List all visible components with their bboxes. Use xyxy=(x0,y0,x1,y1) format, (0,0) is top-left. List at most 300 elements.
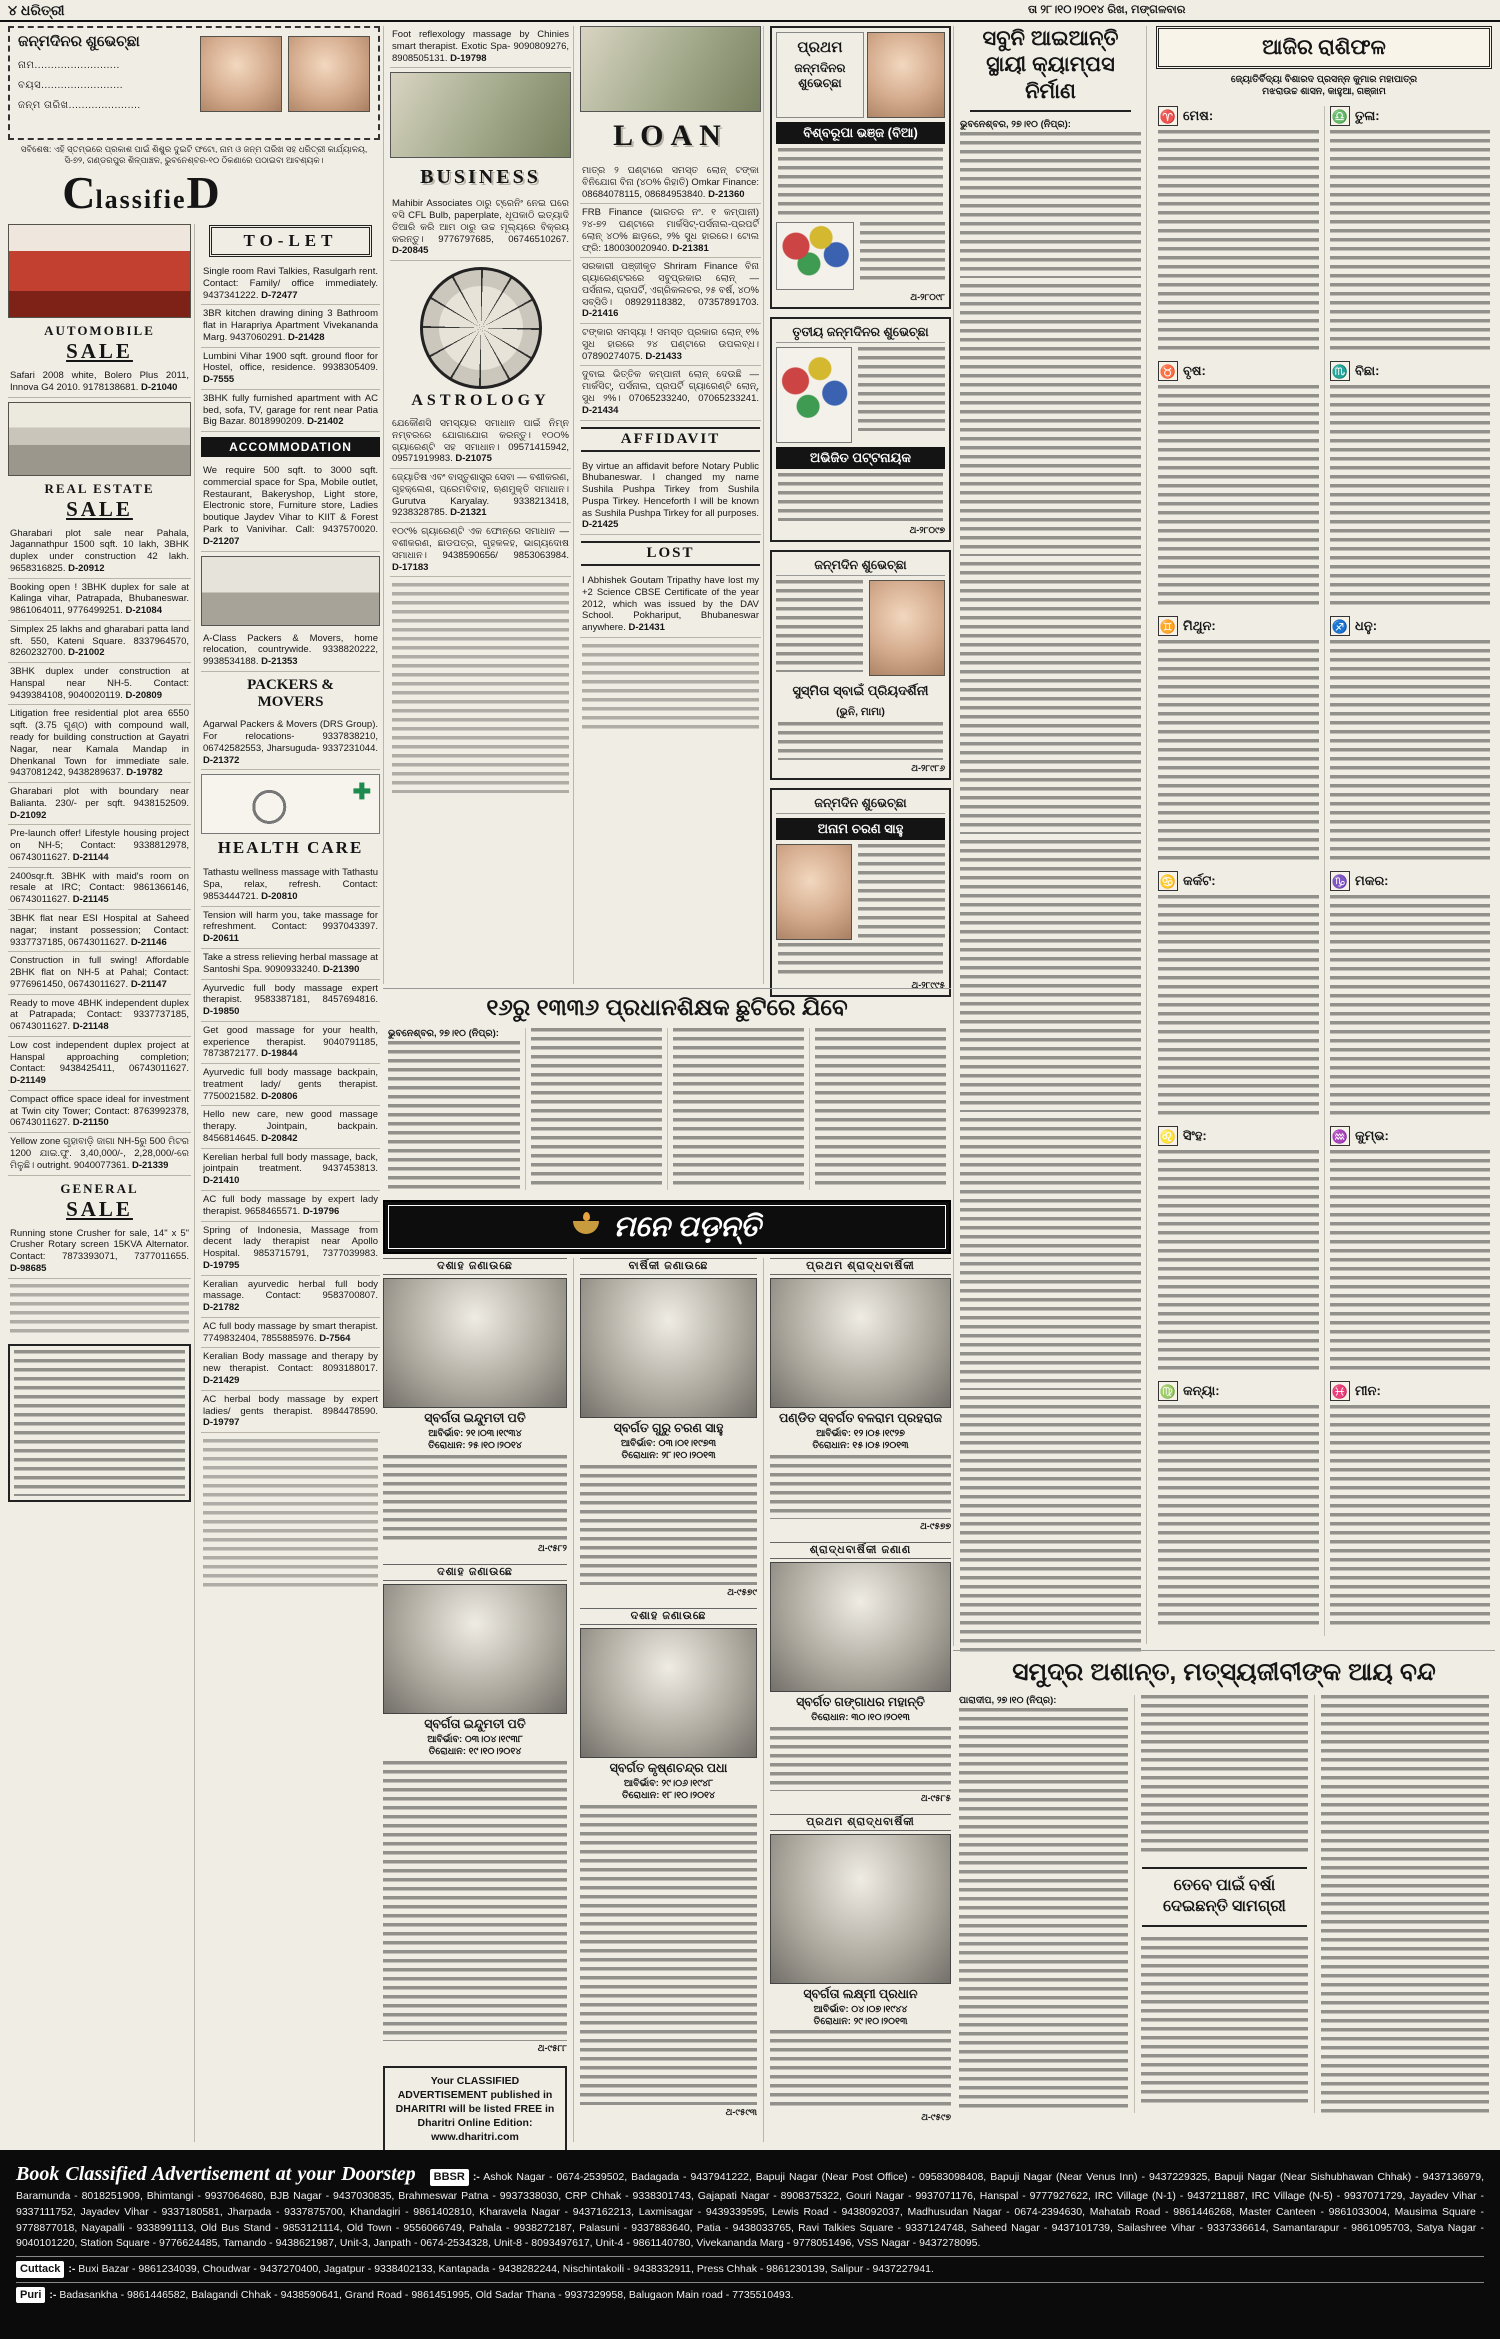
puri-tag: Puri xyxy=(16,2287,45,2304)
horoscope-entry xyxy=(1330,1126,1490,1372)
zodiac-sign-name: ସିଂହ: xyxy=(1183,1127,1207,1143)
obituary-body xyxy=(383,1455,567,1541)
zodiac-sign-name: ବିଛା: xyxy=(1355,362,1380,378)
dob-field: ଜନ୍ମ ତାରିଖ...................... xyxy=(18,100,141,111)
classified-ad: ଦୁବାଇ ଭିତ୍ତିକ କମ୍ପାନୀ ଲୋନ୍ ଦେଉଛି — ମାର୍କସିଟ୍, ପର୍ସନାଲ, ପ୍ରପର୍ଟି ଗ୍ୟାରେଣ୍ଟି ଲୋନ୍, ସୁଧ ୨%। 07065233240, 07065233241. D-21434 xyxy=(580,366,761,420)
deceased-photo xyxy=(383,1278,567,1408)
packers-movers-header: PACKERS & MOVERS xyxy=(247,676,334,711)
obituary-type-label: ପ୍ରଥମ ଶ୍ରାଦ୍ଧବାର୍ଷିକୀ xyxy=(770,1814,951,1831)
classified-ad: Compact office space ideal for investment at Twin city Tower; Contact: 8763992378, 06743011627. D-21150 xyxy=(8,1091,191,1133)
general-sale-header: SALE xyxy=(66,1196,133,1221)
classified-ad: Lumbini Vihar 1900 sqft. ground floor for Hostel, office, residence. 9938305409. D-7555 xyxy=(201,348,380,390)
deceased-photo xyxy=(580,1628,757,1758)
more-ads-text xyxy=(582,644,759,730)
real-estate-ads xyxy=(8,525,191,1176)
obituary-type-label: ଦଶାହ ଜଣାଉଛେ xyxy=(383,1564,567,1581)
classified-ad: 3BHK fully furnished apartment with AC bed, sofa, TV, garage for rent near Patia Big Bazar. 8018990209. D-21402 xyxy=(201,390,380,432)
affidavit-notice: By virtue an affidavit before Notary Public Bhubaneswar. I changed my name Sushila Pushpa Tirkey from Sushila Puspa Tirkey. Henceforth I will be known as Sushila Pushpa Tirkey for all purposes. D-21425 xyxy=(580,458,761,536)
horoscope-entry xyxy=(1330,616,1490,862)
health-care-header: HEALTH CARE xyxy=(217,838,364,858)
child-name: ଅନାମ ଚରଣ ସାହୁ xyxy=(776,818,945,840)
classified-ad: Litigation free residential plot area 6550 sqft. (3.75 ଗୁଣ୍ଠ) with compound wall, ready for building construction at Gayatri Nagar, near Kamala Mandap in Dhenkanal Town for immediate sale. 9437081242, 9438289637. D-19782 xyxy=(8,705,191,783)
ad-code: ଥ-୯୫୮୫ xyxy=(920,1792,951,1803)
horoscope-text xyxy=(1158,130,1319,352)
ad-code: D-20806 xyxy=(261,1090,298,1102)
greeting-type-label: ତୃତୀୟ ଜନ୍ମଦିନର ଶୁଭେଚ୍ଛା xyxy=(776,323,945,343)
horoscope-entry xyxy=(1330,871,1490,1117)
ad-code: D-21147 xyxy=(130,978,167,990)
ad-code: ଥ-୯୫୭୯ xyxy=(727,1586,757,1597)
obituary-entry xyxy=(770,1542,951,1804)
classified-ad: Foot reflexology massage by Chinies smart therapist. Exotic Spa- 9090809276, 8908505131. D-19798 xyxy=(390,26,571,68)
classified-ad: Yellow zone ଗୃହାବାଡ଼ି ଜାଗା NH-5ରୁ 500 ମିଟର 1200 ଯାଇ.ଫୁ. 3,40,000/-, 2,28,000/-ରେ ମିଳୁଛି। outright. 9040077361. D-21339 xyxy=(8,1133,191,1175)
greeting-text xyxy=(858,347,945,431)
deceased-name: ସ୍ବର୍ଗତ ଗୁରୁ ଚରଣ ସାହୁ xyxy=(613,1421,724,1435)
to-let-header: TO-LET xyxy=(209,225,372,257)
sample-child-photo xyxy=(200,36,282,112)
horoscope-text xyxy=(1330,130,1490,352)
sub-headline: ତେବେ ପାଇଁ ବର୍ଷା ଦେଇଛନ୍ତି ସାମଗ୍ରୀ xyxy=(1142,1867,1308,1927)
money-hands-photo xyxy=(390,72,571,158)
obituary-type-label: ପ୍ରଥମ ଶ୍ରାଦ୍ଧବାର୍ଷିକୀ xyxy=(770,1258,951,1275)
doorstep-booking-banner: Book Classified Advertisement at your Doorstep BBSR :- Ashok Nagar - 0674-2539502, Badagada - 9437941222, Bapuji Nagar (Near Post Office) - 09583098408, Bapuji Nagar (Near Venus Inn) - 9437229325, Bapuji Nagar (Near Sishubhawan Chhak) - 9437136979, Baramunda - 8018251909, Bhimtangi - 9937064680, BJB Nagar - 9437030835, Brahmeswar Patna - 9937338030, CRP Chhak - 9338301743, Gajapati Nagar - 8908375322, Gouri Nagar - 9937071176, Hanspal - 9777927622, IRC Village (N-1) - 9437211887, IRC Village (N-5) - 9937071729, Jayadev Vihar - 9337111752, Jayadev Vihar - 9337180581, Jharpada - 9337875700, Khandagiri - 9861402810, Kharavela Nagar - 9437162213, Laxmisagar - 9439339595, Lewis Road - 9438092037, Madhusudan Nagar - 0674-2394630, Mahatab Road - 9861446268, Master Canteen - 9861033004, Mausima Square - 9778877018, Nayapalli - 9338991113, Old Bus Stand - 9853121114, Old Town - 9556066749, Pahala - 9938272187, Palasuni - 9337883640, Patia - 9438033765, Ravi Talkies Square - 9337124748, Saheed Nagar - 9437101739, Sailashree Vihar - 9337336614, Samantarapur - 9861095703, Satya Nagar - 9040101220, Station Square - 9776624485, Tamando - 9438621987, Unit-3, Janpath - 0674-2534328, Unit-8 - 8093497617, Unit-4 - 9861140780, Vivekananda Marg - 9778051496, VSS Nagar - 9437278095. Cuttack :- Buxi Bazar - 9861234039, Choudwar - 9437270400, Jagatpur - 9338402133, Kantapada - 9438282244, Nischintakoili - 9438332911, Press Chhak - 9861230139, Salipur - 9437227941. Puri :- Badasankha - 9861446582, Balagandi Chhak - 9438590641, Grand Road - 9861451995, Old Sadar Thana - 9937329958, Balugaon Main road - 7735510493. xyxy=(0,2150,1500,2339)
zodiac-sign-icon: ♏ xyxy=(1330,361,1350,381)
remembrance-banner xyxy=(383,1200,951,1254)
horoscope-entry xyxy=(1158,106,1319,352)
obituary-body xyxy=(383,1761,567,2041)
masthead xyxy=(0,0,1500,22)
horoscope-entry xyxy=(1158,871,1319,1117)
horoscope-text xyxy=(1158,385,1319,607)
obituary-type-label: ବାର୍ଷିକୀ ଜଣାଉଛେ xyxy=(580,1258,757,1275)
ad-code: D-7564 xyxy=(319,1332,351,1344)
article-body xyxy=(960,562,1141,834)
age-field: ବୟସ......................... xyxy=(18,80,124,91)
ad-code: D-20810 xyxy=(261,890,298,902)
accommodation-header: ACCOMMODATION xyxy=(201,437,380,457)
ad-code: D-21321 xyxy=(450,507,487,519)
dateline: ଭୁବନେଶ୍ବର, ୨୭।୧୦ (ନିପ୍ର): xyxy=(960,118,1071,130)
deceased-name: ସ୍ବର୍ଗତ ଗଙ୍ଗାଧର ମହାନ୍ତି xyxy=(796,1694,925,1709)
ad-code: D-17183 xyxy=(392,561,429,573)
zodiac-sign-icon: ♑ xyxy=(1330,871,1350,891)
obituary-dates: ତିରୋଧାନ: ୩୦।୧୦।୨୦୧୩ xyxy=(811,1711,910,1723)
deceased-name: ପଣ୍ଡିତ ସ୍ବର୍ଗତ ବଳରାମ ପ୍ରହରାଜ xyxy=(778,1411,943,1425)
horoscope-right-column xyxy=(1324,106,1495,1636)
obituary-dates: ଆବିର୍ଭାବ: ୨୧।୦୩।୧୯୩୪ ତିରୋଧାନ: ୨୫।୧୦।୨୦୧୪ xyxy=(428,1428,522,1451)
obituary-dates: ଆବିର୍ଭାବ: ୧୨।୦୫।୧୯୨୭ ତିରୋଧାନ: ୧୫।୦୫।୨୦୧୩ xyxy=(812,1428,909,1451)
ad-code: D-21390 xyxy=(322,963,360,975)
astrologer-credit: ଜ୍ୟୋତିର୍ବିଦ୍ୟା ବିଶାରଦ ପ୍ରସନ୍ନ କୁମାର ମହାପାତ୍ର ମଝରାଉଚ୍ଚ ଶାସନ, କାହୁଆ, ଗଞ୍ଜାମ xyxy=(1230,74,1418,98)
page-number-and-paper-name: ୪ ଧରିତ୍ରୀ xyxy=(8,2,65,18)
classified-ad: Spring of Indonesia, Massage from decent lady therapist near Apollo Hospital. 9853715791, 7377039983. D-19795 xyxy=(201,1222,380,1276)
bbsr-agent-list: Ashok Nagar - 0674-2539502, Badagada - 9437941222, Bapuji Nagar (Near Post Office) - 09583098408, Bapuji Nagar (Near Venus Inn) - 9437229325, Bapuji Nagar (Near Sishubhawan Chhak) - 9437136979, Baramunda - 8018251909, Bhimtangi - 9937064680, BJB Nagar - 9437030835, Brahmeswar Patna - 9937338030, CRP Chhak - 9338301743, Gajapati Nagar - 8908375322, Gouri Nagar - 9937071176, Hanspal - 9777927622, IRC Village (N-1) - 9437211887, IRC Village (N-5) - 9937071729, Jayadev Vihar - 9337111752, Jayadev Vihar - 9337180581, Jharpada - 9337875700, Khandagiri - 9861402810, Kharavela Nagar - 9437162213, Laxmisagar - 9439339595, Lewis Road - 9438092037, Madhusudan Nagar - 0674-2394630, Mahatab Road - 9861446268, Master Canteen - 9861033004, Mausima Square - 9778877018, Nayapalli - 9338991113, Old Bus Stand - 9853121114, Old Town - 9556066749, Pahala - 9938272187, Palasuni - 9337883640, Patia - 9438033765, Ravi Talkies Square - 9337124748, Saheed Nagar - 9437101739, Sailashree Vihar - 9337336614, Samantarapur - 9861095703, Satya Nagar - 9040101220, Station Square - 9776624485, Tamando - 9438621987, Unit-3, Janpath - 0674-2534328, Unit-8 - 8093497617, Unit-4 - 9861140780, Vivekananda Marg - 9778051496, VSS Nagar - 9437278095. xyxy=(16,2171,1484,2250)
ad-code: D-98685 xyxy=(10,1262,47,1274)
ad-code: D-21339 xyxy=(131,1159,169,1171)
ad-code: D-19850 xyxy=(203,1006,240,1018)
classified-ad: Ayurvedic full body massage expert therapist. 9583387181, 8457694816. D-19850 xyxy=(201,980,380,1022)
ad-code: D-20842 xyxy=(261,1132,298,1144)
horoscope-text xyxy=(1158,895,1319,1117)
classified-ad: Ayurvedic full body massage backpain, treatment lady/ gents therapist. 7750021582. D-20806 xyxy=(201,1064,380,1106)
horoscope-text xyxy=(1158,1405,1319,1627)
ad-code: D-21433 xyxy=(645,350,682,362)
bbsr-tag: BBSR xyxy=(430,2169,469,2186)
loan-header: LOAN xyxy=(613,119,728,152)
ad-code: D-20611 xyxy=(203,933,239,945)
classified-ad: Gharabari plot sale near Pahala, Jagannathpur 1500 sqft. 10 lakh, 3BHK duplex under construction 42 lakh. 9658316825. D-20912 xyxy=(8,525,191,579)
obituary-entry xyxy=(580,1258,757,1598)
ad-code: D-7555 xyxy=(203,374,235,386)
horoscope-entry xyxy=(1330,106,1490,352)
remembrance-title: ମନେ ପଡ଼ନ୍ତି xyxy=(613,1210,761,1243)
lost-header: LOST xyxy=(581,541,760,566)
car-photo xyxy=(8,224,191,318)
puri-agent-list: Badasankha - 9861446582, Balagandi Chhak - 9438590641, Grand Road - 9861451995, Old Sadar Thana - 9937329958, Balugaon Main road - 7735510493. xyxy=(59,2288,794,2301)
birthday-form-title: ଜନ୍ମଦିନର ଶୁଭେଚ୍ଛା xyxy=(18,34,140,50)
ad-code: D-21040 xyxy=(141,381,178,393)
child-name: ସୁସ୍ମିତା ସ୍ବାଇଁ ପ୍ରିୟଦର୍ଶିନୀ xyxy=(792,683,929,698)
ad-code: D-19782 xyxy=(126,767,163,779)
classified-ad: We require 500 sqft. to 3000 sqft. commercial space for Spa, Mobile outlet, Restaurant, Bakeryshop, Light store, Electronic store, Furniture store, Ladies boutique Jaydev Vihar to KIIT & Forest Park to Vanivihar. Call: 9437570020. D-21207 xyxy=(201,462,380,551)
obituary-body xyxy=(580,1465,757,1585)
general-header: GENERAL xyxy=(60,1180,139,1196)
article-body xyxy=(960,132,1141,278)
classified-ad: Safari 2008 white, Bolero Plus 2011, Innova G4 2010. 9178138681. D-21040 xyxy=(8,367,191,398)
classified-column-business-astrology xyxy=(383,26,571,984)
article-body xyxy=(960,1118,1141,1390)
ad-code: D-20845 xyxy=(392,245,429,257)
horoscope-left-column xyxy=(1153,106,1324,1636)
zodiac-sign-name: କନ୍ୟା: xyxy=(1183,1382,1220,1398)
classified-ad: Construction in full swing! Affordable 2BHK flat on NH-5 at Pahal; Contact: 9776961450, 06743011627. D-21147 xyxy=(8,952,191,994)
house-photo xyxy=(8,402,191,476)
ad-code: D-21402 xyxy=(307,416,344,428)
horoscope-text xyxy=(1330,1150,1490,1372)
obituary-entry xyxy=(770,1258,951,1532)
dateline: ଭୁବନେଶ୍ବର, ୨୭।୧୦ (ନିପ୍ର): xyxy=(388,1028,499,1039)
horoscope-text xyxy=(1330,1405,1490,1627)
child-nickname: (ଭୁନି, ମାମା) xyxy=(836,706,885,718)
zodiac-sign-icon: ♈ xyxy=(1158,106,1178,126)
child-photo xyxy=(867,32,945,118)
health-care-ads xyxy=(201,864,380,1433)
classified-ad: Simplex 25 lakhs and gharabari patta land sft. 550, Kateni Square. 8337964570, 8260232700. D-21002 xyxy=(8,621,191,663)
zodiac-sign-icon: ♋ xyxy=(1158,871,1178,891)
classified-ad: 3BR kitchen drawing dining 3 Bathroom flat in Harapriya Apartment Vivekananda Marg. 9437060291. D-21428 xyxy=(201,305,380,347)
obituary-column-3 xyxy=(763,1258,951,2142)
classified-ad: Gharabari plot with boundary near Balianta. 230/- per sqft. 9438152509. D-21092 xyxy=(8,783,191,825)
daily-horoscope xyxy=(1146,26,1495,1644)
ad-code: D-21148 xyxy=(72,1021,109,1033)
ad-code: D-21434 xyxy=(582,404,619,416)
obituary-body xyxy=(770,2030,951,2110)
obituary-entry xyxy=(770,1814,951,2124)
greeting-text xyxy=(778,943,943,977)
balloons-teddy-photo xyxy=(776,347,852,443)
zodiac-sign-icon: ♍ xyxy=(1158,1381,1178,1401)
classified-ad: Low cost independent duplex project at Hanspal approaching completion; Contact: 9438425411, 06743011627. D-21149 xyxy=(8,1037,191,1091)
horoscope-text xyxy=(1330,640,1490,862)
zodiac-sign-name: ବୃଷ: xyxy=(1183,362,1206,378)
obituary-entry xyxy=(383,1564,567,2054)
ad-code: D-19796 xyxy=(302,1205,340,1217)
ad-code: D-19844 xyxy=(261,1048,298,1060)
article-headline: ସମୁଦ୍ର ଅଶାନ୍ତ, ମତ୍ସ୍ୟଜୀବୀଙ୍କ ଆୟ ବନ୍ଦ xyxy=(1012,1658,1436,1686)
article-body xyxy=(960,1396,1141,1656)
classified-ad: 2400sqr.ft. 3BHK with maid's room on resale at IRC; Contact: 9861366146, 06743011627. D-21145 xyxy=(8,868,191,910)
child-name: ଅଭିଜିତ ପଟ୍ଟନାୟକ xyxy=(776,447,945,469)
article-body-columns xyxy=(953,1695,1495,2113)
classified-ad: Single room Ravi Talkies, Rasulgarh rent. Contact: Family/ office immediately. 9437341222. D-72477 xyxy=(201,263,380,305)
classified-ad: ଜ୍ୟୋତିଷ ଏବଂ ବାସ୍ତୁଶାସ୍ତ୍ର ସେବା — ବଶୀକରଣ, ଗୃହକ୍ଲେଶ, ପ୍ରେମବିବାହ, ଋଣମୁକ୍ତି ସମାଧାନ। Gurutva Karyalay. 9338213418, 9238328785. D-21321 xyxy=(390,469,571,523)
green-cross-icon: ✚ xyxy=(352,779,371,805)
name-field: ନାମ.......................... xyxy=(18,60,120,71)
classified-ad: Agarwal Packers & Movers (DRS Group). For relocations- 9337838210, 06742582553, Jharsuguda- 9337231044. D-21372 xyxy=(201,716,380,770)
classified-ad: Mahibir Associates ଠାରୁ ଟ୍ରେନିଂ ନେଇ ଘରେ ବସି CFL Bulb, paperplate, ଧୂପକାଠି ଇତ୍ୟାଦି ତିଆରି କରି ଆମ ଠାରୁ ଉଚ୍ଚ ମୂଲ୍ୟରେ ବିକ୍ରୟ କରନ୍ତୁ। 9776797685, 06746510267. D-20845 xyxy=(390,195,571,261)
classified-ad: Ready to move 4BHK independent duplex at Patrapada; Contact: 9337737185, 06743011627. D-21148 xyxy=(8,995,191,1037)
ad-code: ଥ-୨୮୦୯୮ xyxy=(910,292,945,302)
currency-notes-photo xyxy=(580,26,761,112)
classified-ad: ମାତ୍ର ୨ ଘଣ୍ଟାରେ ସମସ୍ତ ଲୋନ୍ ଟଙ୍କା ବିନିଯୋଗ ବିନା (୪୦% ରିହାତି) Omkar Finance: 08684078115, 08684953840. D-21360 xyxy=(580,162,761,204)
obituary-dates: ଆବିର୍ଭାବ: ୨୯।୦୬।୧୯୪୮ ତିରୋଧାନ: ୧୮।୧୦।୨୦୧୪ xyxy=(622,1777,715,1801)
deceased-name: ସ୍ବର୍ଗତା ଇନ୍ଦୁମତୀ ପତି xyxy=(424,1411,526,1425)
greeting-type-label: ଜନ୍ମଦିନ ଶୁଭେଚ୍ଛା xyxy=(776,794,945,814)
classified-ad: ଟଙ୍କାର ସମସ୍ୟା ! ସମସ୍ତ ପ୍ରକାର ଲୋନ୍ ୧% ସୁଧ ହାରରେ ୨୪ ଘଣ୍ଟାରେ ଉପଲବ୍ଧ। 07890274075. D-21433 xyxy=(580,324,761,366)
movers-truck-photo xyxy=(201,556,380,626)
deceased-name: ସ୍ବର୍ଗତା ଇନ୍ଦୁମତୀ ପତି xyxy=(424,1716,526,1731)
ad-code: D-72477 xyxy=(261,289,298,301)
greeting-text xyxy=(858,844,945,940)
ad-code: ଥ-୨୮୯୮୬ xyxy=(911,763,945,773)
deceased-photo xyxy=(770,1834,951,1984)
ad-code: D-20912 xyxy=(68,562,105,574)
ad-code: D-21145 xyxy=(72,894,109,906)
horoscope-title: ଆଜିର ରାଶିଫଳ xyxy=(1156,26,1492,69)
ad-code: D-21353 xyxy=(261,656,298,668)
ad-code: ଥ-୨୮୦୯୭ xyxy=(909,525,945,535)
zodiac-sign-icon: ♐ xyxy=(1330,616,1350,636)
classified-ad: A-Class Packers & Movers, home relocation, countrywide. 9338820222, 9938534188. D-21353 xyxy=(201,630,380,672)
greeting-text xyxy=(778,722,943,760)
obituary-type-label: ଶ୍ରାଦ୍ଧବାର୍ଷିକୀ ଜଣାଣ xyxy=(770,1542,951,1559)
ad-code: D-21429 xyxy=(203,1374,240,1386)
classified-ad: Running stone Crusher for sale, 14" x 5" Crusher Rotary screen 15KVA Alternator. Contact: 7873393071, 7377011655. D-98685 xyxy=(8,1225,191,1279)
obituary-column-1 xyxy=(383,1258,567,2142)
real-estate-sale-header: SALE xyxy=(66,496,133,521)
automobile-header: AUTOMOBILE xyxy=(44,323,155,338)
zodiac-sign-name: ମକର: xyxy=(1355,872,1389,888)
ad-code: D-21149 xyxy=(10,1075,46,1087)
classified-ad: Take a stress relieving herbal massage at Santoshi Spa. 9090933240. D-21390 xyxy=(201,949,380,980)
classified-ad: 3BHK duplex under construction at Hanspal near NH-5. Contact: 9439384108, 9040020119. D-20809 xyxy=(8,663,191,705)
ad-code: D-19795 xyxy=(203,1259,240,1271)
deceased-photo xyxy=(770,1562,951,1692)
article-body-columns xyxy=(383,1028,951,1190)
horoscope-entry xyxy=(1158,616,1319,862)
article-body xyxy=(960,284,1141,556)
classified-column-automobile-realestate xyxy=(8,224,191,2142)
zodiac-sign-icon: ♓ xyxy=(1330,1381,1350,1401)
zodiac-sign-name: ଧନୁ: xyxy=(1355,617,1378,633)
loan-ads xyxy=(580,162,761,421)
to-let-ads xyxy=(201,263,380,432)
obituary-dates: ଆବିର୍ଭାବ: ୦୪।୦୭।୧୯୪୪ ତିରୋଧାନ: ୨୯।୧୦।୨୦୧୩ xyxy=(813,2003,908,2027)
obituary-entry xyxy=(383,1258,567,1554)
lost-notice: I Abhishek Goutam Tripathy have lost my +2 Science CBSE Certificate of the year 2012, which was issued by the DAV School. Pokhariput, Bhubaneswar anywhere. D-21431 xyxy=(580,572,761,638)
classified-logo: C lassifie D xyxy=(62,167,220,218)
ad-code: ଥ-୯୫୯୭ xyxy=(921,2112,951,2123)
birthday-greetings-column xyxy=(763,26,951,990)
ad-code: D-21002 xyxy=(68,647,105,659)
zodiac-sign-name: ମେଷ: xyxy=(1183,107,1214,123)
classified-ad: ୧୦୯% ଗ୍ୟାରେଣ୍ଟି ଏକ ଫୋନ୍‌ରେ ସମାଧାନ — ବଶୀକରଣ, ଛାଡପତ୍ର, ଗୃହକଳହ, ଭାଗ୍ୟଦୋଷ ସମାଧାନ। 9438590656/ 9853063984. D-17183 xyxy=(390,523,571,577)
affidavit-header: AFFIDAVIT xyxy=(581,427,760,452)
article-headline: ୧୬ରୁ ୧୩୩୬ ପ୍ରଧାନଶିକ୍ଷକ ଛୁଟିରେ ଯିବେ xyxy=(486,994,848,1020)
free-listing-notice: Your CLASSIFIED ADVERTISEMENT published in DHARITRI will be listed FREE in Dharitri Online Edition: www.dharitri.com xyxy=(383,2066,567,2153)
dateline: ପାରାଦୀପ, ୨୭।୧୦ (ନିପ୍ର): xyxy=(959,1695,1057,1706)
article-body xyxy=(960,840,1141,1112)
more-ads-text xyxy=(203,1439,378,1589)
ad-code: D-21075 xyxy=(455,453,492,465)
horoscope-entry xyxy=(1158,1381,1319,1627)
ad-code: D-21092 xyxy=(10,809,47,821)
horoscope-entry xyxy=(1330,361,1490,607)
ad-code: ଥ-୯୫୮୨ xyxy=(538,1542,567,1553)
zodiac-sign-icon: ♎ xyxy=(1330,106,1350,126)
cuttack-agent-list: Buxi Bazar - 9861234039, Choudwar - 9437270400, Jagatpur - 9338402133, Kantapada - 9438282244, Nischintakoili - 9438332911, Press Chhak - 9861230139, Salipur - 9437227941. xyxy=(78,2263,934,2275)
zodiac-sign-name: ମିଥୁନ: xyxy=(1183,617,1216,633)
classified-ad: Keralian Body massage and therapy by new therapist. Contact: 8093188017. D-21429 xyxy=(201,1348,380,1390)
cuttack-tag: Cuttack xyxy=(16,2261,64,2278)
horoscope-text xyxy=(1330,895,1490,1117)
ad-code: D-21207 xyxy=(203,535,240,547)
ad-code: D-19798 xyxy=(450,52,487,64)
astrology-ads xyxy=(390,415,571,577)
zodiac-sign-name: ତୁଳା: xyxy=(1355,107,1380,123)
automobile-sale-header: SALE xyxy=(66,339,133,363)
ad-code: D-21372 xyxy=(203,754,240,766)
ad-code: D-20809 xyxy=(125,689,162,701)
ad-code: D-21144 xyxy=(72,851,109,863)
news-article-campus xyxy=(953,26,1141,1646)
horoscope-text xyxy=(1330,385,1490,607)
child-photo xyxy=(776,844,852,940)
classified-ad: Kerelian herbal full body massage, back, jointpain treatment. 9437453813. D-21410 xyxy=(201,1149,380,1191)
article-headline: ସବୁନି ଆଇଆନ୍ତି ସ୍ଥାୟୀ କ୍ୟାମ୍ପସ ନିର୍ମାଣ xyxy=(982,27,1119,103)
zodiac-sign-icon: ♌ xyxy=(1158,1126,1178,1146)
ad-code: ଥ-୯୫୭୭ xyxy=(920,1520,951,1531)
date-line: ତା ୨୮।୧୦।୨୦୧୪ ରିଖ, ମଙ୍ଗଳବାର xyxy=(1028,4,1186,16)
sample-child-photo xyxy=(288,36,370,112)
classified-ad: Tension will harm you, take massage for refreshment. Contact: 9937043397. D-20611 xyxy=(201,907,380,949)
news-article-fishermen xyxy=(953,1650,1495,2113)
obituary-type-label: ଦଶାହ ଜଣାଉଛେ xyxy=(383,1258,567,1275)
zodiac-wheel-graphic xyxy=(420,267,542,389)
stethoscope-photo xyxy=(201,774,380,834)
horoscope-entry xyxy=(1158,361,1319,607)
child-name: ବିଶ୍ବରୂପା ଭଞ୍ଜ (ବିଆ) xyxy=(776,122,945,144)
obituary-dates: ଆବିର୍ଭାବ: ୦୩।୦୧।୧୯୭୩ ତିରୋଧାନ: ୨୮।୧୦।୨୦୧୩ xyxy=(620,1438,717,1461)
zodiac-sign-name: କର୍କଟ: xyxy=(1183,872,1216,888)
diya-lamp-icon xyxy=(573,1221,599,1234)
obituary-body xyxy=(580,1805,757,2105)
deceased-name: ସ୍ବର୍ଗତା ଲକ୍ଷ୍ମୀ ପ୍ରଧାନ xyxy=(803,1986,918,2001)
classified-ad: Tathastu wellness massage with Tathastu Spa, relax, refresh. Contact: 9853444721. D-20810 xyxy=(201,864,380,906)
obituary-dates: ଆବିର୍ଭାବ: ୦୩।୦୪।୧୯୩୮ ତିରୋଧାନ: ୧୯।୧୦।୨୦୧୪ xyxy=(427,1733,523,1757)
odia-ad-text xyxy=(10,1284,189,1338)
birthday-form-note: ସବିଶେଷ: ଏହି ସ୍ତମ୍ଭରେ ପ୍ରକାଶ ପାଇଁ ଶିଶୁର ଦୁଇଟି ଫଟୋ, ନାମ ଓ ଜନ୍ମ ତାରିଖ ସହ ଧରିତ୍ରୀ କାର୍ଯ୍ୟାଳୟ, ସି-୭୨, ଗଣ୍ଡରପୁର ଶିଳ୍ପାଞ୍ଚଳ, ଭୁବନେଶ୍ବର-୧୦ ଠିକଣାରେ ପଠାଇବା ଆବଶ୍ୟକ। xyxy=(20,144,368,166)
horoscope-text xyxy=(1158,640,1319,862)
classified-ad: Keralian ayurvedic herbal full body massage. Contact: 9583700807. D-21782 xyxy=(201,1276,380,1318)
greeting-text xyxy=(776,580,863,672)
classified-ad: Get good massage for your health, experience therapist. 9040791185, 7873872177. D-19844 xyxy=(201,1022,380,1064)
greeting-text xyxy=(778,473,943,521)
business-header: BUSINESS xyxy=(420,166,541,189)
birthday-greeting-box xyxy=(770,550,951,780)
obituary-column-2 xyxy=(573,1258,757,2142)
horoscope-text xyxy=(1158,1150,1319,1372)
child-photo xyxy=(869,580,945,676)
ad-code: D-21410 xyxy=(203,1175,240,1187)
ad-code: D-21416 xyxy=(582,308,619,320)
obituary-entry xyxy=(580,1608,757,2118)
more-ads-text xyxy=(392,583,569,793)
birthday-greeting-box xyxy=(770,788,951,997)
classified-ad: FRB Finance (ଭାରତର ନଂ. ୧ କମ୍ପାନୀ) ୨୪-୭୨ ଘଣ୍ଟାରେ ମାର୍କସିଟ୍-ପର୍ସନାଲ-ପ୍ରପର୍ଟି ଲୋନ୍ ୪୦% ଛାଡ଼ରେ, ୨% ସୁଧ ହାରରେ। ଟୋଲ ଫ୍ରି: 180030020940. D-21381 xyxy=(580,204,761,258)
obituary-body xyxy=(770,1455,951,1519)
zodiac-sign-name: ମୀନ: xyxy=(1355,1382,1381,1398)
classified-column-tolet-health xyxy=(194,224,380,2142)
greeting-text xyxy=(860,222,945,284)
greeting-text xyxy=(778,148,943,218)
classified-column-loan-affidavit-lost xyxy=(573,26,761,984)
zodiac-sign-icon: ♉ xyxy=(1158,361,1178,381)
classified-ad: Pre-launch offer! Lifestyle housing project on NH-5; Contact: 9338812978, 06743011627. D-21144 xyxy=(8,825,191,867)
deceased-photo xyxy=(383,1584,567,1714)
birthday-wish-form xyxy=(8,26,380,140)
ad-code: ଥ-୯୫୮୮ xyxy=(537,2042,567,2053)
zodiac-sign-icon: ♒ xyxy=(1330,1126,1350,1146)
classified-ad: AC full body massage by smart therapist. 7749832404, 7855885976. D-7564 xyxy=(201,1318,380,1349)
ad-code: D-21084 xyxy=(125,605,162,617)
ad-code: D-21428 xyxy=(288,331,325,343)
deceased-photo xyxy=(580,1278,757,1418)
deceased-name: ସ୍ବର୍ଗତ କୃଷ୍ଣଚନ୍ଦ୍ର ପଧା xyxy=(609,1760,728,1775)
greeting-type-label: ପ୍ରଥମ ଜନ୍ମଦିନର ଶୁଭେଚ୍ଛା xyxy=(776,32,864,118)
news-article-headmasters xyxy=(383,988,951,1190)
classified-ad: Booking open ! 3BHK duplex for sale at Kalinga vihar, Patrapada, Bhubaneswar. 9861064011, 9776499251. D-21084 xyxy=(8,579,191,621)
zodiac-sign-name: କୁମ୍ଭ: xyxy=(1355,1127,1389,1143)
ad-code: D-21381 xyxy=(672,242,709,254)
classified-ad: ସରକାରୀ ପଞ୍ଜୀକୃତ Shriram Finance ବିନା ଗ୍ୟାରେଣ୍ଟରରେ ସବୁପ୍ରକାର ଲୋନ୍ — ପର୍ସନାଲ, ପ୍ରପର୍ଟି, ଏଗ୍ରିକଲଚର, ୨୫ ବର୍ଷ, ୪୦% ସବ୍‌ସିଡି। 08929118382, 07357891703. D-21416 xyxy=(580,258,761,324)
obituary-body xyxy=(770,1727,951,1791)
classified-ad: AC full body massage by expert lady therapist. 9658465571. D-19796 xyxy=(201,1191,380,1222)
balloons-photo xyxy=(776,222,854,290)
ad-code: D-21150 xyxy=(72,1117,109,1129)
banner-title: Book Classified Advertisement at your Doorstep xyxy=(16,2163,416,2185)
greeting-type-label: ଜନ୍ମଦିନ ଶୁଭେଚ୍ଛା xyxy=(776,556,945,576)
real-estate-header: REAL ESTATE xyxy=(44,480,155,496)
classified-ad: 3BHK flat near ESI Hospital at Saheed nagar; instant possession; Contact: 9337737185, 06743011627. D-21146 xyxy=(8,910,191,952)
classified-ad: Hello new care, new good massage therapy. Jointpain, backpain. 8456814645. D-20842 xyxy=(201,1106,380,1148)
zodiac-sign-icon: ♊ xyxy=(1158,616,1178,636)
deceased-photo xyxy=(770,1278,951,1408)
ad-code: D-21360 xyxy=(708,188,745,200)
classified-ad: AC herbal body massage by expert ladies/ gents therapist. 8984478590. D-19797 xyxy=(201,1391,380,1433)
obituary-type-label: ଦଶାହ ଜଣାଉଛେ xyxy=(580,1608,757,1625)
ad-code: D-21425 xyxy=(582,519,619,531)
